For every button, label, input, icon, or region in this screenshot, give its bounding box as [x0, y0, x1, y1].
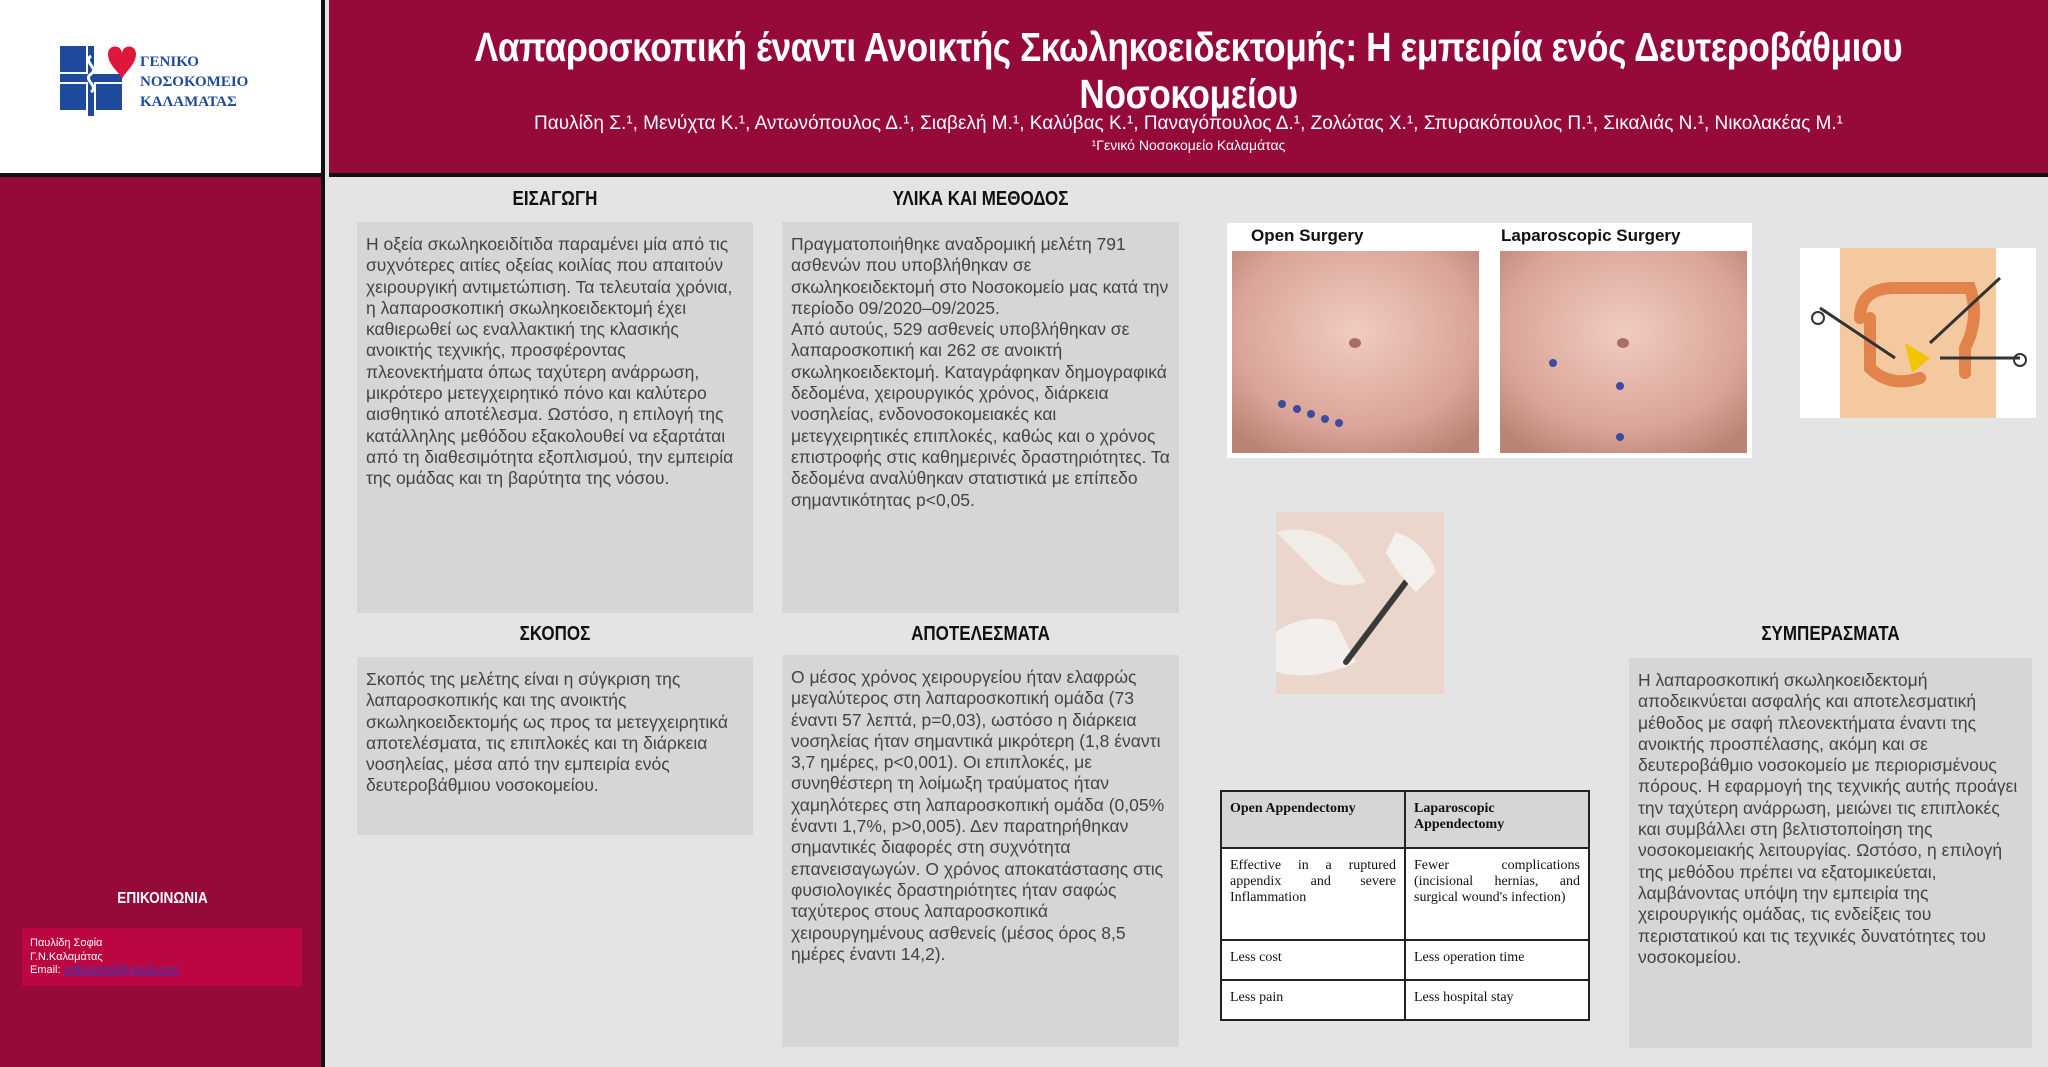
table-cell: Effective in a ruptured appendix and severe Inflammation	[1221, 848, 1405, 940]
laparoscopy-icon	[1800, 248, 2036, 418]
contact-name: Παυλίδη Σοφία	[30, 937, 103, 949]
email-link[interactable]: sofiapavlidi@gmail.com	[63, 964, 180, 976]
table-row	[1221, 940, 1589, 980]
affiliation: ¹Γενικό Νοσοκομείο Καλαμάτας	[1091, 137, 1286, 153]
conclusions-text: Η λαπαροσκοπική σκωληκοειδεκτομή αποδεικνύεται ασφαλής και αποτελεσματική μέθοδος με σαφή πλεονεκτήματα έναντι της ανοικτής προσπέλασης, ακόμη και σε δευτεροβάθμιο νοσοκομείο με περιορισμένους πόρους. Η εφαρμογή της τεχνικής αυτής προάγει την ταχύτερη ανάρρωση, μειώνει τις επιπλοκές και συμβάλλει στη βελτιστοποίηση της νοσοκομειακής λειτουργίας. Ωστόσο, η επιλογή της μεθόδου πρέπει να εξατομικεύεται, λαμβάνοντας υπόψη την εμπειρία της χειρουργικής ομάδας, τις ενδείξεις του περιστατικού και τις τεχνικές δυνατότητες του νοσοκομείου.	[1638, 670, 2018, 967]
poster-header	[329, 0, 2048, 177]
table-header-row	[1221, 791, 1589, 848]
intro-box	[357, 222, 753, 613]
intro-heading: ΕΙΣΑΓΩΓΗ	[512, 188, 598, 210]
contact-box	[22, 928, 302, 986]
laparoscopic-surgery-label: Laparoscopic Surgery	[1501, 226, 1681, 245]
table-cell: Less cost	[1221, 940, 1405, 980]
authors: Παυλίδη Σ.¹, Μενύχτα Κ.¹, Αντωνόπουλος Δ.¹, Σιαβελή Μ.¹, Καλύβας Κ.¹, Παναγόπουλος Δ.¹, Ζολώτας Χ.¹, Σπυρακόπουλος Π.¹, Σικαλιάς Ν.¹, Νικολακέας Μ.¹	[533, 113, 1843, 134]
contact-org: Γ.Ν.Καλαμάτας	[30, 950, 103, 963]
abdomen-illustration-icon	[1227, 223, 1752, 458]
aim-text: Σκοπός της μελέτης είναι η σύγκριση της λαπαροσκοπικής και της ανοικτής σκωληκοειδεκτομής ως προς τα μετεγχειρητικά αποτελέσματα, τις επιπλοκές και τη διάρκεια νοσηλείας, μέσα από την εμπειρία ενός δευτεροβάθμιου νοσοκομείου.	[366, 669, 728, 796]
table-header-cell: Open Appendectomy	[1221, 791, 1405, 848]
laparoscopy-diagram	[1800, 248, 2036, 418]
intro-text: Η οξεία σκωληκοειδίτιδα παραμένει μία από τις συχνότερες αιτίες οξείας κοιλίας που απαιτούν χειρουργική αντιμετώπιση. Τα τελευταία χρόνια, η λαπαροσκοπική σκωληκοειδεκτομή έχει καθιερωθεί ως εναλλακτική της κλασικής ανοικτής τεχνικής, προσφέροντας πλεονεκτήματα όπως ταχύτερη ανάρρωση, μικρότερο μετεγχειρητικό πόνο και καλύτερο αισθητικό αποτέλεσμα. Ωστόσο, η επιλογή της κατάλληλης μεθόδου εξακολουθεί να εξαρτάται από τη διαθεσιμότητα εξοπλισμού, την εμπειρία της ομάδας και τη βαρύτητα της νόσου.	[366, 234, 734, 489]
methods-box	[782, 222, 1179, 613]
conclusions-heading: ΣΥΜΠΕΡΑΣΜΑΤΑ	[1761, 623, 1900, 645]
comparison-table-wrap	[1220, 790, 1590, 1021]
table-cell: Less operation time	[1405, 940, 1589, 980]
methods-text-1: Πραγματοποιήθηκε αναδρομική μελέτη 791 ασθενών που υποβλήθηκαν σε σκωληκοειδεκτομή στο Νοσοκομείο μας κατά την περίοδο 09/2020–09/2025.	[791, 234, 1169, 318]
aim-box	[357, 657, 753, 835]
table-cell: Less pain	[1221, 980, 1405, 1020]
aim-heading: ΣΚΟΠΟΣ	[519, 623, 591, 645]
table-cell: Less hospital stay	[1405, 980, 1589, 1020]
poster-title: Λαπαροσκοπική έναντι Ανοικτής Σκωληκοειδεκτομής: Η εμπειρία ενός Δευτεροβάθμιου Νοσοκομείου	[474, 24, 1903, 117]
logo-area	[0, 0, 325, 177]
open-surgery-label: Open Surgery	[1251, 226, 1364, 245]
table-cell: Fewer complications (incisional hernias, and surgical wound's infection)	[1405, 848, 1589, 940]
methods-heading: ΥΛΙΚΑ ΚΑΙ ΜΕΘΟΔΟΣ	[892, 188, 1069, 210]
results-heading: ΑΠΟΤΕΛΕΣΜΑΤΑ	[911, 623, 1050, 645]
hospital-logo-icon	[58, 44, 146, 124]
hospital-name: ΓΕΝΙΚΟ ΝΟΣΟΚΟΜΕΙΟ ΚΑΛΑΜΑΤΑΣ	[140, 54, 249, 110]
table-row	[1221, 980, 1589, 1020]
conclusions-box	[1629, 658, 2032, 1048]
contact-email: Email: sofiapavlidi@gmail.com	[30, 964, 180, 976]
surgery-comparison-image	[1227, 223, 1752, 458]
scalpel-icon	[1276, 512, 1444, 694]
table-row	[1221, 848, 1589, 940]
scalpel-photo	[1276, 512, 1444, 694]
table-header-cell: Laparoscopic Appendectomy	[1405, 791, 1589, 848]
comparison-table	[1220, 790, 1590, 1021]
results-box	[782, 655, 1179, 1047]
results-text: Ο μέσος χρόνος χειρουργείου ήταν ελαφρώς μεγαλύτερος στη λαπαροσκοπική ομάδα (73 έναντι 57 λεπτά, p=0,03), ωστόσο η διάρκεια νοσηλείας ήταν σημαντικά μικρότερη (1,8 έναντι 3,7 ημέρες, p<0,001). Οι επιπλοκές, με συνηθέστερη τη λοίμωξη τραύματος ήταν χαμηλότερες στη λαπαροσκοπική ομάδα (0,05% έναντι 1,7%, p>0,005). Δεν παρατηρήθηκαν σημαντικές διαφορές στη συχνότητα επανεισαγωγών. Ο χρόνος αποκατάστασης στις φυσιολογικές δραστηριότητες ήταν σαφώς ταχύτερος στους λαπαροσκοπικά χειρουργημένους ασθενείς (μέσος όρος 8,5 ημέρες έναντι 14,2).	[791, 667, 1165, 964]
methods-text-2: Από αυτούς, 529 ασθενείς υποβλήθηκαν σε λαπαροσκοπική και 262 σε ανοικτή σκωληκοειδεκτομή. Καταγράφηκαν δημογραφικά δεδομένα, χειρουργικός χρόνος, διάρκεια νοσηλείας, ενδονοσοκομειακές και μετεγχειρητικές επιπλοκές, καθώς και ο χρόνος επιστροφής στις καθημερινές δραστηριότητες. Τα δεδομένα αναλύθηκαν στατιστικά με επίπεδο σημαντικότητας p<0,05.	[791, 319, 1170, 510]
contact-heading: ΕΠΙΚΟΙΝΩΝΙΑ	[117, 890, 208, 907]
